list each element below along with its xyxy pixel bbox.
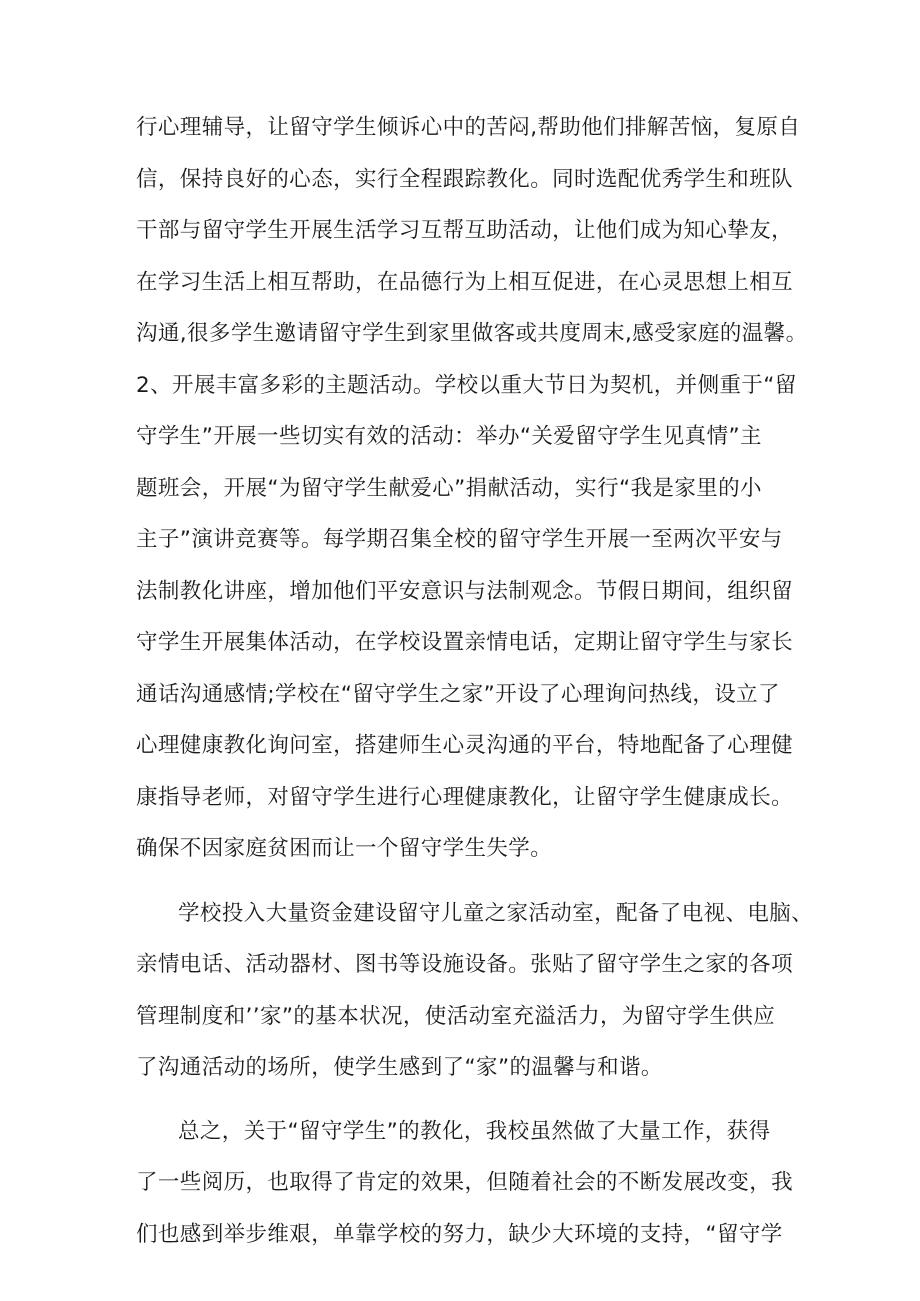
text-line: 亲情电话、活动器材、图书等设施设备。张贴了留守学生之家的各项	[136, 952, 794, 977]
text-line: 干部与留守学生开展生活学习互帮互助活动，让他们成为知心挚友，	[136, 218, 794, 243]
text-line: 了一些阅历，也取得了肯定的效果，但随着社会的不断发展改变，我	[136, 1170, 794, 1195]
text-line: 沟通,很多学生邀请留守学生到家里做客或共度周末,感受家庭的温馨。	[136, 321, 808, 346]
text-line: 们也感到举步维艰，单靠学校的努力，缺少大环境的支持，“留守学	[136, 1222, 783, 1247]
text-line: 管理制度和’’家”的基本状况，使活动室充溢活力，为留守学生供应	[136, 1004, 776, 1029]
text-line: 守学生开展集体活动，在学校设置亲情电话，定期让留守学生与家长	[136, 630, 794, 655]
text-line: 信，保持良好的心态，实行全程跟踪教化。同时选配优秀学生和班队	[136, 167, 794, 192]
paragraph-first-line: 总之，关于“留守学生”的教化，我校虽然做了大量工作，获得	[178, 1119, 771, 1144]
text-line: 法制教化讲座，增加他们平安意识与法制观念。节假日期间，组织留	[136, 579, 794, 604]
text-line: 行心理辅导，让留守学生倾诉心中的苦闷,帮助他们排解苦恼，复原自	[136, 115, 801, 140]
text-line: 2、开展丰富多彩的主题活动。学校以重大节日为契机，并侧重于“留	[136, 373, 797, 398]
paragraph-first-line: 学校投入大量资金建设留守儿童之家活动室，配备了电视、电脑、	[178, 901, 814, 926]
text-line: 康指导老师，对留守学生进行心理健康教化，让留守学生健康成长。	[136, 785, 794, 810]
text-line: 确保不因家庭贫困而让一个留守学生失学。	[136, 836, 553, 861]
text-line: 守学生”开展一些切实有效的活动：举办“关爱留守学生见真情”主	[136, 424, 762, 449]
text-line: 在学习生活上相互帮助，在品德行为上相互促进，在心灵思想上相互	[136, 270, 794, 295]
text-line: 心理健康教化询问室，搭建师生心灵沟通的平台，特地配备了心理健	[136, 733, 794, 758]
text-line: 了沟通活动的场所，使学生感到了“家”的温馨与和谐。	[136, 1055, 663, 1080]
text-line: 主子”演讲竞赛等。每学期召集全校的留守学生开展一至两次平安与	[136, 527, 783, 552]
text-line: 题班会，开展“为留守学生献爱心”捐献活动，实行“我是家里的小	[136, 476, 762, 501]
text-line: 通话沟通感情;学校在“留守学生之家”开设了心理询问热线，设立了	[136, 682, 780, 707]
